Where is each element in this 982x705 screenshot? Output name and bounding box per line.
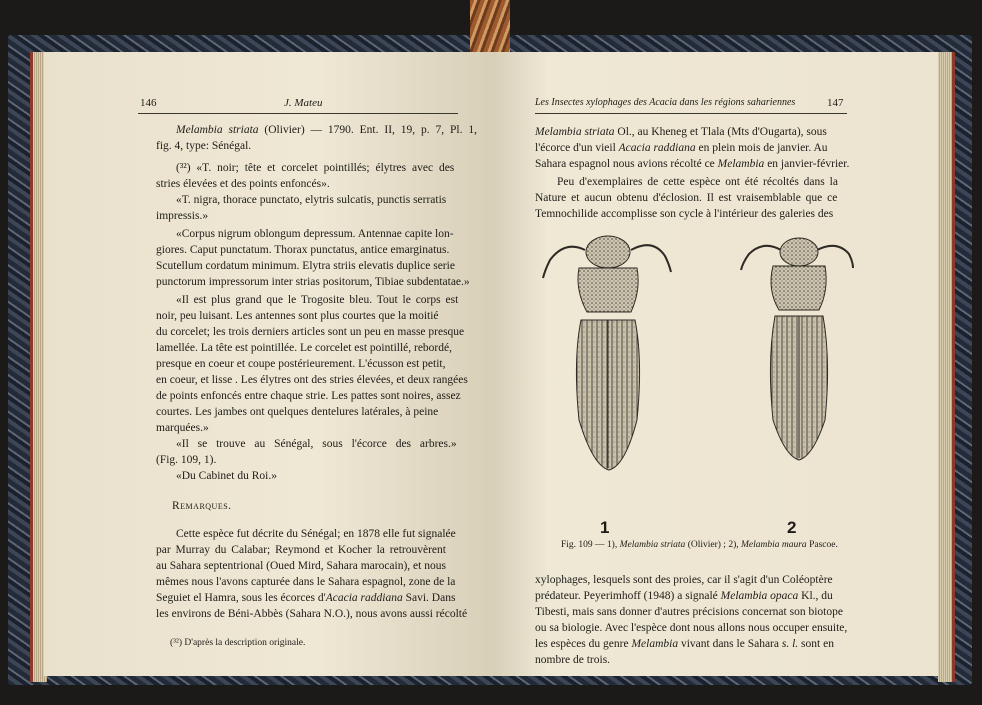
text-line: en coeur, et lisse . Les élytres ont des stries élevées, et deux rangées	[156, 374, 468, 386]
beetle-figure	[535, 230, 855, 488]
text-line: stries élevées et des points enfoncés».	[156, 178, 330, 190]
beetle-1-melambia-striata	[543, 236, 671, 470]
text-line: mêmes nous l'avons capturée dans le Sahara espagnol, zone de la	[156, 576, 456, 588]
text-line: prédateur. Peyerimhoff (1948) a signalé Melambia opaca Kl., du	[535, 590, 833, 602]
text-line: «Du Cabinet du Roi.»	[176, 470, 277, 482]
footnote: (³²) D'après la description originale.	[170, 638, 306, 648]
text-line: Sahara espagnol nous avions récolté ce Melambia en janvier-février.	[535, 158, 850, 170]
text-line: Melambia striata (Olivier) — 1790. Ent. II, 19, p. 7, Pl. 1,	[176, 124, 477, 136]
text-line: noir, peu luisant. Les antennes sont plus courtes que la moitié	[156, 310, 439, 322]
text-line: Seguiet el Hamra, sous les écorces d'Acacia raddiana Savi. Dans	[156, 592, 456, 604]
text-line: lamellée. La tête est pointillée. Le corcelet est pointillé, rebordé,	[156, 342, 452, 354]
text-line: giores. Caput punctatum. Thorax punctatus, antice emarginatus.	[156, 244, 450, 256]
book-spine-headband	[470, 0, 510, 60]
right-page	[495, 52, 938, 676]
text-line: Scutellum cordatum minimum. Elytra striis elevatis duplice serie	[156, 260, 455, 272]
text-line: presque en coeur et coupe postérieurement. L'écusson est petit,	[156, 358, 446, 370]
page-number: 147	[827, 97, 844, 109]
text-line: du corcelet; les trois derniers articles sont un peu en masse presque	[156, 326, 465, 338]
left-page	[44, 52, 495, 676]
text-line: marquées.»	[156, 422, 209, 434]
text-line: Nature et aucun obtenu d'éclosion. Il est vraisemblable que ce	[535, 192, 838, 204]
text-line: les espèces du genre Melambia vivant dans le Sahara s. l. sont en	[535, 638, 834, 650]
text-line: «Il se trouve au Sénégal, sous l'écorce des arbres.»	[176, 438, 457, 450]
section-heading: Remarques.	[172, 500, 232, 512]
text-line: ou sa biologie. Avec l'espèce dont nous allons nous occuper ensuite,	[535, 622, 848, 634]
figure-label-1: 1	[600, 518, 610, 537]
text-line: (³²) «T. noir; tête et corcelet pointillés; élytres avec des	[176, 162, 455, 174]
text-line: par Murray du Calabar; Reymond et Kocher la retrouvèrent	[156, 544, 446, 556]
beetle-2-melambia-maura	[741, 238, 853, 460]
text-line: les environs de Béni-Abbès (Sahara N.O.), nous avons aussi récolté	[156, 608, 468, 620]
text-line: nombre de trois.	[535, 654, 611, 666]
text-line: «T. nigra, thorace punctato, elytris sulcatis, punctis serratis	[176, 194, 447, 206]
text-line: (Fig. 109, 1).	[156, 454, 217, 466]
page-number: 146	[140, 97, 157, 109]
text-line: de points enfoncés entre chaque strie. Les pattes sont noires, assez	[156, 390, 461, 402]
figure-label-2: 2	[787, 518, 797, 537]
running-head: Les Insectes xylophages des Acacia dans les régions sahariennes	[535, 97, 796, 108]
text-line: au Sahara septentrional (Oued Mird, Sahara marocain), et nous	[156, 560, 446, 572]
header-rule	[138, 113, 458, 114]
text-line: xylophages, lesquels sont des proies, car il s'agit d'un Coléoptère	[535, 574, 833, 586]
text-line: Temnochilide accomplisse son cycle à l'intérieur des galeries des	[535, 208, 834, 220]
text-line: fig. 4, type: Sénégal.	[156, 140, 252, 152]
figure-caption: Fig. 109 — 1), Melambia striata (Olivier) ; 2), Melambia maura Pascoe.	[561, 540, 838, 550]
text-line: «Corpus nigrum oblongum depressum. Antennae capite lon-	[176, 228, 454, 240]
text-line: impressis.»	[156, 210, 209, 222]
text-line: Cette espèce fut décrite du Sénégal; en 1878 elle fut signalée	[176, 528, 456, 540]
running-head: J. Mateu	[284, 97, 323, 109]
text-line: Tibesti, mais sans donner d'autres précisions concernat son biotope	[535, 606, 843, 618]
text-line: Peu d'exemplaires de cette espèce ont été récoltés dans la	[557, 176, 838, 188]
text-line: «Il est plus grand que le Trogosite bleu. Tout le corps est	[176, 294, 459, 306]
text-line: punctorum impressorum inter strias positorum, Tibiae subdentatae.»	[156, 276, 470, 288]
header-rule	[535, 113, 847, 114]
text-line: Melambia striata Ol., au Kheneg et Tlala (Mts d'Ougarta), sous	[535, 126, 827, 138]
text-line: l'écorce d'un vieil Acacia raddiana en plein mois de janvier. Au	[535, 142, 828, 154]
text-line: courtes. Les jambes ont quelques dentelures latérales, à peine	[156, 406, 439, 418]
right-page-edges	[938, 52, 955, 682]
